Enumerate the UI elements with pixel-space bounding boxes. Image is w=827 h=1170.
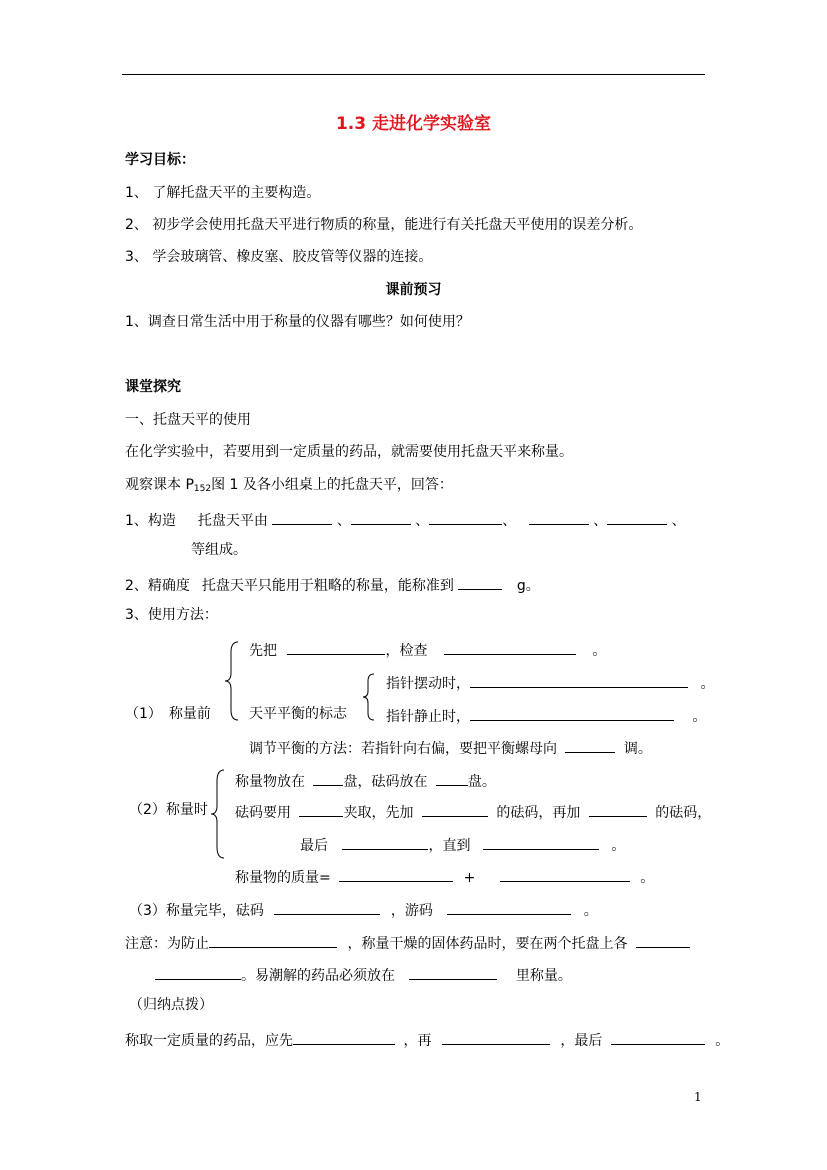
rider-return-blank[interactable] bbox=[447, 900, 571, 915]
note-prevent-blank[interactable] bbox=[209, 933, 337, 948]
note-each-blank[interactable] bbox=[636, 933, 690, 948]
precision-blank[interactable] bbox=[458, 575, 502, 590]
pointer-still-blank[interactable] bbox=[470, 706, 674, 721]
weight-plate-blank[interactable] bbox=[436, 771, 468, 786]
finally-blank[interactable] bbox=[342, 835, 428, 850]
weights-return-blank[interactable] bbox=[274, 900, 380, 915]
pointer-swing-line: 指针摆动时， 。 bbox=[386, 673, 714, 692]
brace-balance-sign bbox=[362, 672, 376, 722]
after-weighing-line: （3）称量完毕，砝码 ，游码 。 bbox=[129, 900, 598, 919]
object-placement-line: 称量物放在 盘，砝码放在 盘。 bbox=[235, 771, 496, 790]
structure-end: 等组成。 bbox=[191, 542, 247, 558]
summary-then-blank[interactable] bbox=[442, 1030, 550, 1045]
note-container-blank[interactable] bbox=[409, 965, 497, 980]
section-balance-use: 一、托盘天平的使用 bbox=[125, 412, 251, 428]
before-weighing-label: （1） 称量前 bbox=[125, 706, 211, 722]
weights-use-line: 砝码要用 夹取，先加 的砝码，再加 的砝码， bbox=[235, 802, 711, 821]
objective-item-3: 3、 学会玻璃管、橡皮塞、胶皮管等仪器的连接。 bbox=[125, 249, 433, 265]
adjust-line: 调节平衡的方法：若指针向右偏，要把平衡螺母向 调。 bbox=[249, 738, 652, 757]
first-put-line: 先把 ，检查 。 bbox=[249, 640, 606, 659]
usage-heading: 3、使用方法： bbox=[125, 607, 218, 623]
precision-line: 2、精确度 托盘天平只能用于粗略的称量，能称准到 g。 bbox=[125, 575, 540, 594]
structure-blank-1[interactable] bbox=[272, 510, 332, 525]
note-line-1: 注意：为防止 ，称量干燥的固体药品时，要在两个托盘上各 bbox=[125, 933, 690, 952]
page-title: 1.3 走进化学实验室 bbox=[335, 114, 492, 134]
summary-line: 称取一定质量的药品，应先 ，再 ，最后 。 bbox=[125, 1030, 729, 1049]
first-weights-blank[interactable] bbox=[422, 802, 488, 817]
page-number: 1 bbox=[694, 1090, 702, 1104]
finally-line: 最后 ，直到 。 bbox=[300, 835, 625, 854]
observe-text: 观察课本 $P_{152}$图 1 及各小组桌上的托盘天平，回答： bbox=[125, 477, 453, 494]
then-weights-blank[interactable] bbox=[589, 802, 647, 817]
objectives-heading: 学习目标： bbox=[125, 152, 195, 168]
preview-question-1: 1、调查日常生活中用于称量的仪器有哪些？如何使用？ bbox=[125, 314, 470, 330]
mass-blank-2[interactable] bbox=[500, 867, 630, 882]
summary-label: （归纳点拨） bbox=[129, 997, 213, 1013]
first-put-blank[interactable] bbox=[287, 640, 385, 655]
preview-heading: 课前预习 bbox=[385, 282, 442, 298]
brace-before-weighing bbox=[224, 640, 240, 722]
mass-blank-1[interactable] bbox=[339, 867, 453, 882]
explore-heading: 课堂探究 bbox=[125, 379, 181, 395]
weighing-label: （2）称量时 bbox=[129, 802, 208, 818]
check-blank[interactable] bbox=[444, 640, 576, 655]
objective-item-2: 2、 初步学会使用托盘天平进行物质的称量，能进行有关托盘天平使用的误差分析。 bbox=[125, 217, 643, 233]
adjust-blank[interactable] bbox=[565, 738, 615, 753]
structure-blank-2[interactable] bbox=[351, 510, 411, 525]
note-line-2: 。易潮解的药品必须放在 里称量。 bbox=[155, 965, 572, 984]
summary-first-blank[interactable] bbox=[293, 1030, 395, 1045]
objective-item-1: 1、 了解托盘天平的主要构造。 bbox=[125, 185, 321, 201]
intro-text: 在化学实验中，若要用到一定质量的药品，就需要使用托盘天平来称量。 bbox=[125, 444, 573, 460]
clamp-blank[interactable] bbox=[299, 802, 343, 817]
pointer-still-line: 指针静止时， 。 bbox=[386, 706, 706, 725]
pointer-swing-blank[interactable] bbox=[470, 673, 688, 688]
summary-last-blank[interactable] bbox=[611, 1030, 705, 1045]
structure-blank-5[interactable] bbox=[607, 510, 667, 525]
structure-line: 1、构造 托盘天平由 、 、 、 、 、 bbox=[125, 510, 686, 529]
brace-weighing bbox=[210, 768, 226, 860]
note-each-blank-cont[interactable] bbox=[155, 965, 241, 980]
mass-equation-line: 称量物的质量= + 。 bbox=[235, 867, 654, 886]
balance-sign-label: 天平平衡的标志 bbox=[249, 706, 347, 722]
until-blank[interactable] bbox=[483, 835, 599, 850]
object-plate-blank[interactable] bbox=[313, 771, 343, 786]
structure-blank-3[interactable] bbox=[429, 510, 502, 525]
header-rule bbox=[122, 74, 705, 75]
structure-blank-4[interactable] bbox=[529, 510, 589, 525]
